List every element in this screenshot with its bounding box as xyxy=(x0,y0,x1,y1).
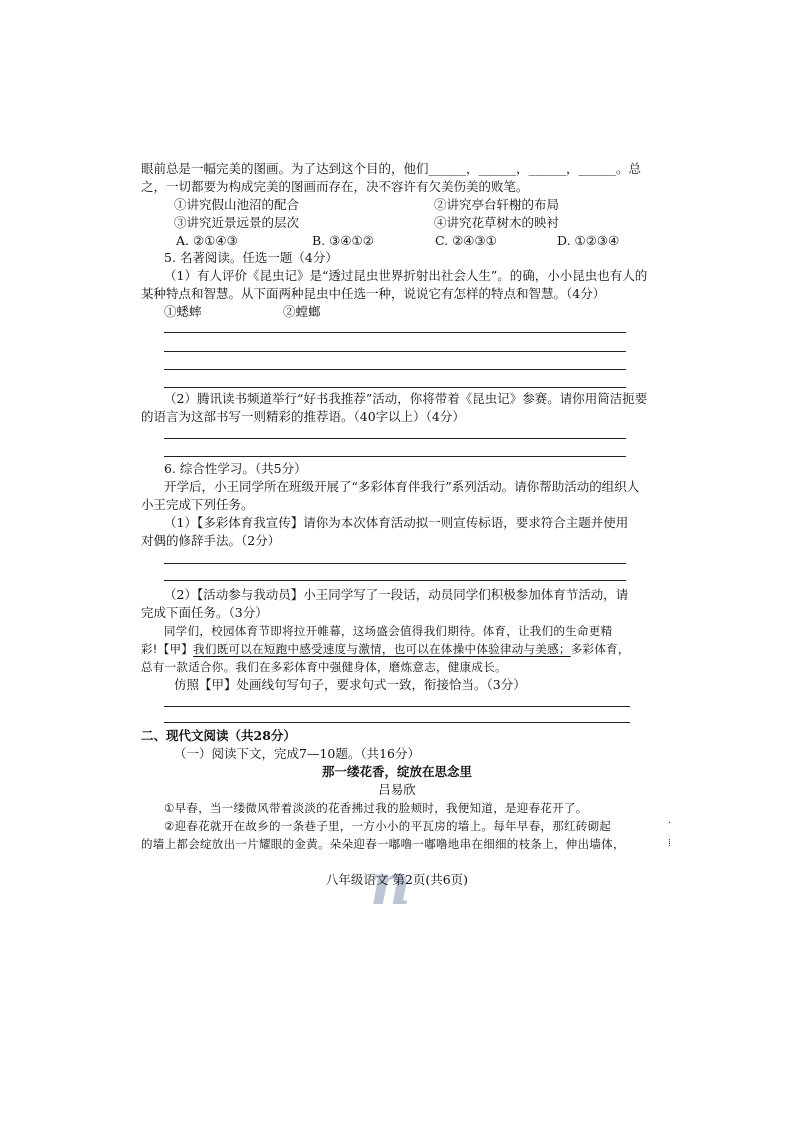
q5-part1-line1: （1）有人评价《昆虫记》是“透过昆虫世界折射出社会人生”。的确，小小昆虫也有人的 xyxy=(164,268,648,283)
q5-title: 5. 名著阅读。任选一题（4分） xyxy=(164,250,338,265)
section-subheading: （一）阅读下文，完成7—10题。（共16分） xyxy=(174,746,421,761)
article-title: 那一缕花香，绽放在思念里 xyxy=(321,764,472,779)
article-author: 吕易欣 xyxy=(378,782,416,797)
q6-sub2-line1: （2）【活动参与我动员】小王同学写了一段话，动员同学们积极参加体育节活动，请 xyxy=(164,587,629,602)
answer-line xyxy=(164,563,626,564)
option-3: ③讲究近景远景的层次 xyxy=(174,215,300,230)
choice-b: B. ③④①② xyxy=(312,233,374,248)
answer-line xyxy=(164,580,626,581)
q5-part2-line1: （2）腾讯读书频道举行“好书我推荐”活动，你将带着《昆虫记》参赛。请你用简洁扼要 xyxy=(164,391,648,406)
article-para-1: ①早春，当一缕微风带着淡淡的花香拂过我的脸颊时，我便知道，是迎春花开了。 xyxy=(164,801,588,815)
speech-line1: 同学们，校园体育节即将拉开帷幕，这场盛会值得我们期待。体育，让我们的生命更精 xyxy=(164,624,613,638)
speech-line3: 总有一款适合你。我们在多彩体育中强健身体，磨炼意志，健康成长。 xyxy=(141,660,507,674)
answer-line xyxy=(164,332,626,333)
speech-line2 xyxy=(141,640,630,658)
choice-c: C. ②④③① xyxy=(435,233,497,248)
option-1: ①讲究假山池沼的配合 xyxy=(174,197,300,212)
q6-sub1-line2: 对偶的修辞手法。（2分） xyxy=(141,533,281,548)
q6-intro-line1: 开学后，小王同学所在班级开展了“多彩体育伴我行”系列活动。请你帮助活动的组织人 xyxy=(164,479,640,494)
answer-line xyxy=(164,351,626,352)
q5-insect-2: ②螳螂 xyxy=(283,304,321,319)
option-2: ②讲究亭台轩榭的布局 xyxy=(434,197,560,212)
article-para-2-line2: 的墙上都会绽放出一片耀眼的金黄。朵朵迎春一嘟噜一嘟噜地串在细细的枝条上，伸出墙体， xyxy=(141,837,625,851)
speech-line2-tail: 多彩体育， xyxy=(570,642,630,656)
watermark-logo-icon: n xyxy=(370,852,411,918)
intro-line-2: 之，一切都要为构成完美的图画而存在，决不容许有欠美伤美的败笔。 xyxy=(141,179,529,194)
q5-part2-line2: 的语言为这部书写一则精彩的推荐语。（40字以上）（4分） xyxy=(141,409,465,424)
q6-sub1-line1: （1）【多彩体育我宣传】请你为本次体育活动拟一则宣传标语，要求符合主题并使用 xyxy=(164,515,629,530)
q6-intro-line2: 小王完成下列任务。 xyxy=(141,497,254,512)
option-4: ④讲究花草树木的映衬 xyxy=(434,215,560,230)
underlined-sentence: 我们既可以在短跑中感受速度与激情，也可以在体操中体验律动与美感； xyxy=(193,642,571,656)
answer-line xyxy=(164,387,626,388)
q6-task: 仿照【甲】处画线句写句子，要求句式一致，衔接恰当。（3分） xyxy=(174,677,526,692)
q6-title: 6. 综合性学习。（共5分） xyxy=(164,461,307,476)
answer-line xyxy=(164,438,626,439)
answer-line xyxy=(164,722,630,723)
choice-d: D. ①②③④ xyxy=(557,233,620,248)
scan-mark: ⁞ xyxy=(668,838,671,849)
q5-part1-line2: 某种特点和智慧。从下面两种昆虫中任选一种，说说它有怎样的特点和智慧。（4分） xyxy=(141,286,606,301)
scan-mark: · xyxy=(668,818,672,829)
q6-sub2-line2: 完成下面任务。（3分） xyxy=(141,605,268,620)
answer-line xyxy=(164,706,630,707)
q5-insect-1: ①蟋蟀 xyxy=(164,304,202,319)
speech-marker: 彩!【甲】 xyxy=(141,642,194,656)
intro-line-1: 眼前总是一幅完美的图画。为了达到这个目的，他们______，______，______，______。总 xyxy=(141,161,642,176)
section-heading: 二、现代文阅读（共28分） xyxy=(141,728,296,743)
choice-a: A. ②①④③ xyxy=(176,233,238,248)
article-para-2-line1: ②迎春花就开在故乡的一条巷子里，一方小小的平瓦房的墙上。每年早春，那红砖砌起 xyxy=(164,819,612,833)
answer-line xyxy=(164,369,626,370)
page-footer: 八年级语文 第2页(共6页) xyxy=(325,872,469,887)
answer-line xyxy=(164,456,626,457)
